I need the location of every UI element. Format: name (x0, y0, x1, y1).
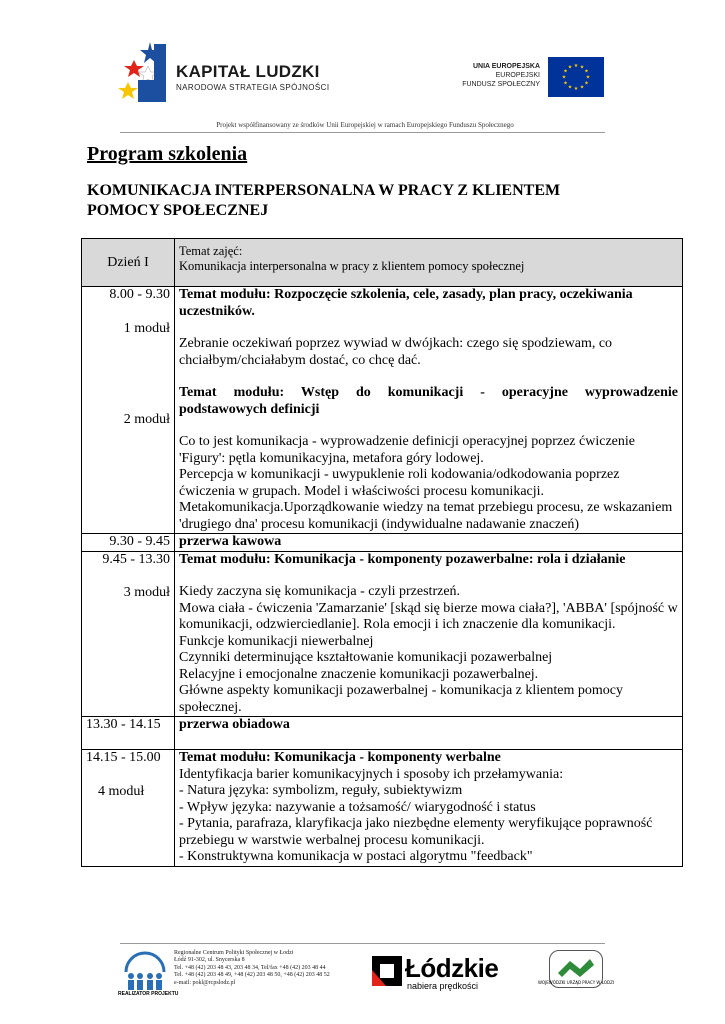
module-text: Co to jest komunikacja - wyprowadzenie definicji operacyjnej poprzez ćwiczenie 'Figury': pętla komunikacyjna, metafora góry lodowej. (179, 434, 635, 466)
time-label: 14.15 - 15.00 (86, 750, 161, 765)
time-label: 8.00 - 9.30 (109, 287, 170, 302)
module-text: Czynniki determinujące kształtowanie komunikacji pozawerbalnej (179, 650, 553, 665)
svg-text:★: ★ (563, 68, 568, 75)
module-text: - Natura języka: symbolizm, reguły, subiektywizm (179, 783, 463, 798)
time-label: 9.45 - 13.30 (102, 551, 170, 567)
module-topic: Temat modułu: Rozpoczęcie szkolenia, cele, zasady, plan pracy, oczekiwania uczestników. (179, 287, 633, 319)
svg-text:★: ★ (563, 80, 568, 87)
module-topic: podstawowych definicji (179, 401, 320, 417)
eu-flag-icon (548, 57, 604, 97)
module-text: Główne aspekty komunikacji pozawerbalnej - komunikacja z klientem pomocy społecznej. (179, 683, 623, 715)
wup-logo (537, 950, 615, 988)
rcps-line: e-mail: pokl@rcpslodz.pl (174, 979, 236, 986)
svg-text:★: ★ (584, 68, 589, 75)
svg-text:★: ★ (579, 64, 585, 71)
module-topic: Temat modułu: Wstęp do komunikacji - operacyjne wyprowadzenie (179, 385, 678, 400)
wup-arrow-icon (537, 951, 615, 987)
svg-text:★: ★ (573, 86, 579, 92)
time-cell (82, 287, 175, 534)
break-cell: przerwa obiadowa (175, 717, 683, 750)
document-subtitle: KOMUNIKACJA INTERPERSONALNA W PRACY Z KLIENTEM POMOCY SPOŁECZNEJ (87, 182, 561, 219)
break-cell: przerwa kawowa (175, 534, 683, 552)
content-cell (175, 287, 683, 534)
topic-value: Komunikacja interpersonalna w pracy z klientem pomocy społecznej (179, 259, 525, 273)
time-cell: 9.30 - 9.45 (82, 534, 175, 552)
eu-line-3: FUNDUSZ SPOŁECZNY (462, 81, 540, 88)
module-label: 4 moduł (98, 783, 145, 799)
topic-cell (175, 239, 683, 287)
module-label: 2 moduł (123, 412, 170, 427)
table-row (82, 551, 683, 717)
document-title: Program szkolenia (87, 143, 248, 165)
module-text: - Wpływ języka: nazywanie a tożsamość/ wiarygodność i status (179, 799, 536, 815)
rcps-line: Łódź 91-302, ul. Snycerska 8 (174, 957, 245, 964)
svg-text:★: ★ (567, 84, 573, 91)
svg-text:★: ★ (585, 74, 591, 81)
svg-text:★: ★ (561, 74, 567, 81)
rcps-line: Tel. +48 (42) 203 48 49, +48 (42) 203 48 50, +48 (42) 203 48 52 (174, 972, 330, 979)
cofinancing-note: Projekt współfinansowany ze środków Unii Europejskiej w ramach Europejskiego Funduszu Społecznego (216, 121, 514, 129)
module-text: Relacyjne i emocjonalne znaczenie komunikacji pozawerbalnej. (179, 666, 539, 682)
svg-text:★: ★ (579, 84, 585, 91)
module-label: 1 moduł (123, 320, 170, 336)
rcps-caption: REALIZATOR PROJEKTU (118, 991, 179, 997)
module-text: Percepcja w komunikacji - uwypuklenie roli kodowania/odkodowania poprzez ćwiczenia w grupach. Model i właściwości procesu komunikacji. (179, 467, 620, 499)
table-row (82, 534, 683, 552)
topic-label: Temat zajęć: (179, 244, 243, 258)
eu-fund-text (440, 62, 540, 89)
lodzkie-tagline: nabiera prędkości (407, 981, 479, 991)
footer-divider (120, 943, 605, 944)
table-row (82, 750, 683, 867)
module-text: Zebranie oczekiwań poprzez wywiad w dwójkach: czego się spodziewam, co chciałbym/chciałabym dostać, co chcę dać. (179, 336, 613, 368)
module-text: - Pytania, parafraza, klaryfikacja jako niezbędne elementy weryfikujące poprawność przebiegu w warstwie werbalnej procesu komunikacji. (179, 816, 653, 848)
module-topic: Temat modułu: Komunikacja - komponenty pozawerbalne: rola i działanie (179, 551, 626, 567)
kapital-ludzki-subtitle: NARODOWA STRATEGIA SPÓJNOŚCI (176, 83, 330, 92)
table-header-row (82, 239, 683, 287)
table-row (82, 717, 683, 750)
module-text: Metakomunikacja.Uporządkowanie wiedzy na temat przebiegu procesu, ze wskazaniem 'drugiego dna' procesu komunikacji (indywidualne nadawanie znaczeń) (179, 500, 673, 532)
day-cell: Dzień I (82, 239, 175, 287)
time-cell (82, 750, 175, 867)
header-divider (120, 132, 605, 133)
module-text: - Konstruktywna komunikacja w postaci algorytmu "feedback" (179, 849, 533, 864)
rcps-contact (174, 950, 364, 987)
eu-line-2: EUROPEJSKI (495, 72, 540, 79)
module-text: Identyfikacja barier komunikacyjnych i sposoby ich przełamywania: (179, 766, 564, 782)
time-cell: 13.30 - 14.15 (82, 717, 175, 750)
lodzkie-name: Łódzkie (405, 953, 499, 983)
module-text: Mowa ciała - ćwiczenia 'Zamarzanie' [skąd się bierze mowa ciała?], 'ABBA' [spójność w komunikacji, odzwierciedlanie]. Rola emocji i ich znaczenie dla komunikacji. (179, 600, 678, 632)
rcps-line: Tel. +48 (42) 203 48 43, 203 48 34, Tel/fax +48 (42) 203 48 44 (174, 964, 326, 971)
module-label: 3 moduł (123, 585, 170, 600)
program-table (81, 238, 683, 867)
kapital-ludzki-title: KAPITAŁ LUDZKI (176, 62, 320, 81)
content-cell (175, 551, 683, 717)
svg-text:★: ★ (567, 64, 573, 71)
svg-text:★: ★ (584, 80, 589, 87)
svg-text:★: ★ (573, 63, 579, 69)
time-cell (82, 551, 175, 717)
content-cell (175, 750, 683, 867)
eu-line-1: UNIA EUROPEJSKA (472, 63, 540, 70)
table-row (82, 287, 683, 534)
module-text: Kiedy zaczyna się komunikacja - czyli przestrzeń. (179, 584, 461, 599)
kapital-ludzki-logo (120, 40, 168, 104)
module-text: Funkcje komunikacji niewerbalnej (179, 633, 374, 649)
rcps-line: Regionalne Centrum Polityki Społecznej w Łodzi (174, 950, 294, 956)
wup-label: WOJEWÓDZKI URZĄD PRACY W ŁODZI (537, 980, 615, 985)
module-topic: Temat modułu: Komunikacja - komponenty werbalne (179, 750, 501, 765)
lodzkie-logo-mark (372, 956, 402, 986)
